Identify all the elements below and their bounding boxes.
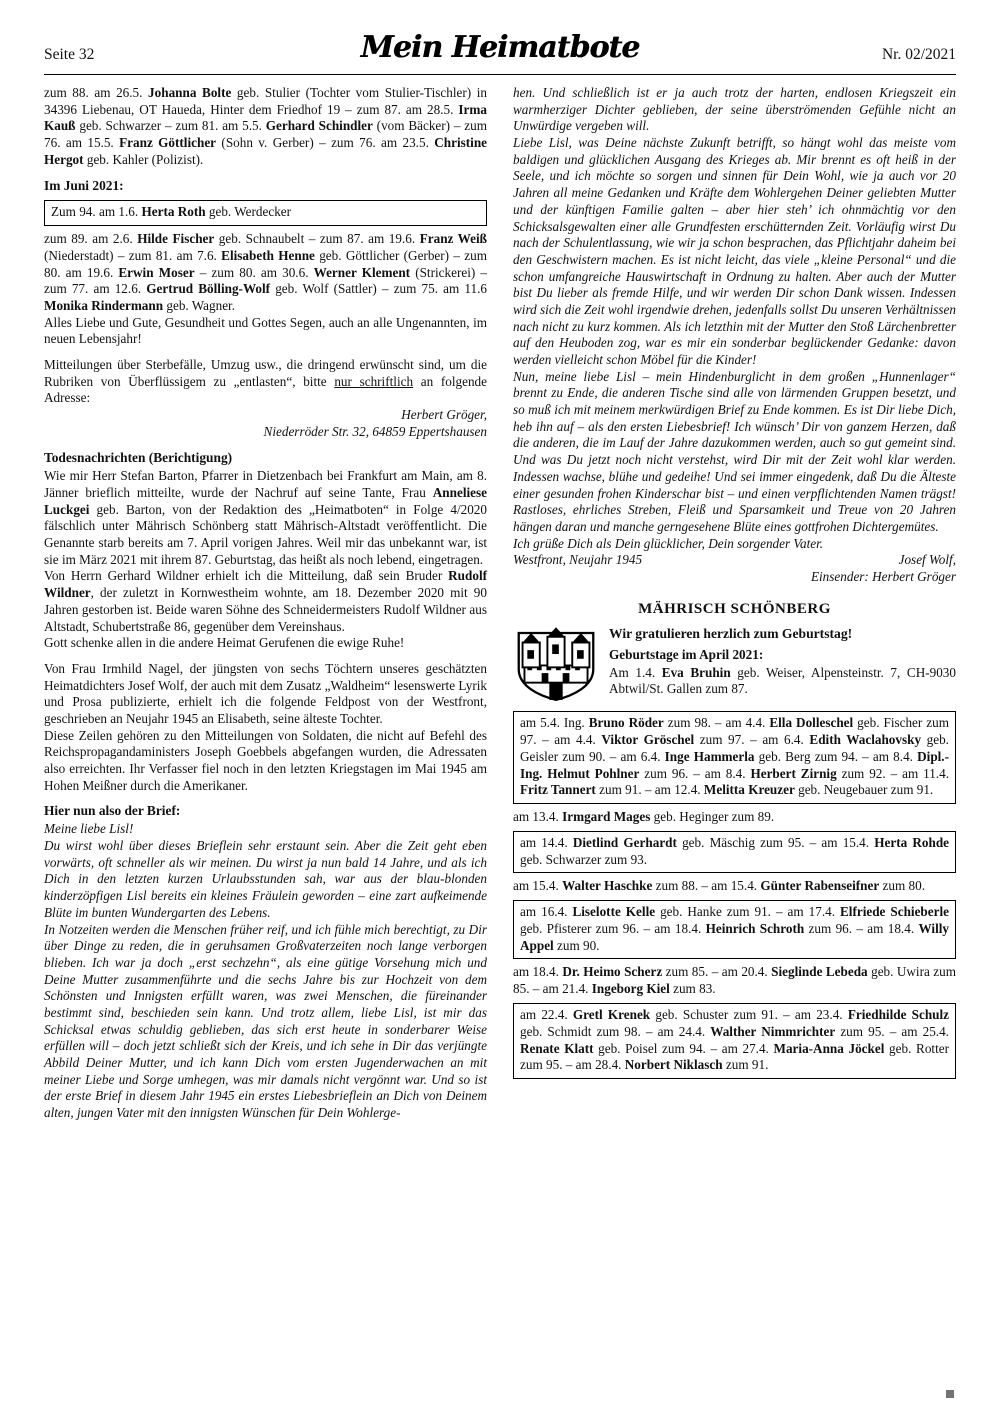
letter-heading: Hier nun also der Brief: (44, 803, 181, 819)
notice-addressee: Herbert Gröger, (401, 407, 487, 423)
birthday-entry: am 16.4. Liselotte Kelle geb. Hanke zum 91. – am 17.4. Elfriede Schieberle geb. Pfisterer zum 96. – am 18.4. Heinrich Schroth zum 96. – am 18.4. Willy Appel zum 90. (513, 900, 956, 959)
birthday-entry: am 15.4. Walter Haschke zum 88. – am 15.4. Günter Rabenseifner zum 80. (513, 878, 925, 894)
letter-closing: Ich grüße Dich als Dein glücklicher, Dein sorgender Vater. (513, 535, 824, 551)
birthdays-april-heading: Geburtstage im April 2021: (609, 646, 764, 662)
birthday-entry: am 22.4. Gretl Krenek geb. Schuster zum 91. – am 23.4. Friedhilde Schulz geb. Schmidt zum 98. – am 24.4. Walther Nimmrichter zum 95. – am 25.4. Renate Klatt geb. Poisel zum 94. – am 27.4. Maria-Anna Jöckel geb. Rotter zum 95. – am 28.4. Norbert Niklasch zum 91. (513, 1003, 956, 1079)
right-column (513, 85, 956, 1084)
section-title-maehrisch-schoenberg: MÄHRISCH SCHÖNBERG (638, 600, 831, 617)
letter-continuation-1: hen. Und schließlich ist er ja auch trotz der harten, endlosen Kriegszeit ein warmherziger Dichter geblieben, der seine überströmenden Gefühle nicht an Unwürdige vergeben will. (513, 85, 956, 134)
maehrisch-schoenberg-text (609, 625, 956, 699)
two-column-body (44, 85, 956, 1122)
june-featured-birthday: Zum 94. am 1.6. Herta Roth geb. Werdecker (44, 200, 487, 226)
letter-signature: Josef Wolf, (898, 552, 956, 568)
congratulations-line: Wir gratulieren herzlich zum Geburtstag! (609, 625, 853, 641)
birthday-entry: am 14.4. Dietlind Gerhardt geb. Mäschig zum 95. – am 15.4. Herta Rohde geb. Schwarzer zum 93. (513, 831, 956, 874)
june-birthday-list: zum 89. am 2.6. Hilde Fischer geb. Schnaubelt – zum 87. am 19.6. Franz Weiß (Niederstadt) – zum 81. am 7.6. Elisabeth Henne geb. Göttlicher (Gerber) – zum 80. am 19.6. Erwin Moser – zum 80. am 30.6. Werner Klement (Strickerei) – zum 77. am 12.6. Gertrud Bölling-Wolf geb. Wolf (Sattler) – zum 75. am 11.6 Monika Rindermann geb. Wagner. (44, 231, 487, 313)
letter-continuation-3: Nun, meine liebe Lisl – mein Hindenburglicht in dem großen „Hunnenlager“ brennt zu Ende, die anderen Tische sind alle von lärmenden Gruppen besetzt, und so muß ich mit meinem merkwürdigen Brief zu Ende kommen. Es ist Dir liebe Dich, heb ihn auf – als den ersten Liebesbrief! Ich wünsch’ Dir von ganzem Herzen, daß die anderen, die im Lauf der Jahre dazukommen werden, auch so gut gemeint sind. Und was Du jetzt noch nicht verstehst, wird Dir mit der Zeit wohl klar werden. Indessen wachse, blühe und gedeihe! Und sei immer eingedenk, daß Du die Älteste einer gesunden frohen Kinderschar bist – und einen verpflichtenden Namen trägst! Rastloses, ehrliches Streben, Fleiß und Sparsamkeit und Treue von 20 Jahren hängen daran und manche gerngesehene Blüte eines gottfrohen Dichtergemütes. (513, 368, 956, 534)
town-crest-icon (513, 625, 599, 707)
first-birthday-entry: Am 1.4. Eva Bruhin geb. Weiser, Alpensteinstr. 7, CH-9030 Abtwil/St. Gallen zum 87. (609, 664, 956, 697)
submission-notice: Mitteilungen über Sterbefälle, Umzug usw., die dringend erwünscht sind, um die Rubriken von Überflüssigem zu „entlasten“, bitte nur schriftlich an folgende Adresse: (44, 356, 488, 406)
birthday-entry: am 5.4. Ing. Bruno Röder zum 98. – am 4.4. Ella Dolleschel geb. Fischer zum 97. – am 4.4. Viktor Gröschel zum 97. – am 6.4. Edith Waclahovsky geb. Geisler zum 90. – am 6.4. Inge Hammerla geb. Berg zum 94. – am 8.4. Dipl.-Ing. Helmut Pohlner zum 96. – am 8.4. Herbert Zirnig zum 92. – am 11.4. Fritz Tannert zum 91. – am 12.4. Melitta Kreuzer geb. Neugebauer zum 91. (513, 711, 956, 804)
maehrisch-schoenberg-block (513, 625, 956, 707)
page-number: Seite 32 (44, 46, 95, 63)
issue-number: Nr. 02/2021 (881, 46, 956, 63)
obituary-paragraph-1: Wie mir Herr Stefan Barton, Pfarrer in Dietzenbach bei Frankfurt am Main, am 8. Jänner brieflich mitteilte, wurde der Nachruf auf seine Tante, Frau Anneliese Luckgei geb. Barton, von der Redaktion des „Heimatboten“ in Folge 4/2020 fälschlich unter Mährisch Schönberg statt Mährisch-Altstadt veröffentlicht. Die Genannte starb bereits am 7. April vorigen Jahres. Weil mir das unbekannt war, ist sie im März 2021 mit ihrem 87. Geburtstag, das heißt als noch lebend, eingetragen. (44, 468, 487, 567)
obituary-closing: Gott schenke allen in die andere Heimat Gerufenen die ewige Ruhe! (44, 635, 405, 651)
notice-address: Niederröder Str. 32, 64859 Eppertshausen (263, 423, 487, 439)
publication-logo: Mein Heimatbote (360, 30, 640, 65)
letter-salutation: Meine liebe Lisl! (44, 821, 134, 837)
birthday-entry: am 13.4. Irmgard Mages geb. Heginger zum 89. (513, 809, 775, 825)
letter-sender: Einsender: Herbert Gröger (810, 568, 956, 584)
letter-place-date: Westfront, Neujahr 1945 (513, 552, 643, 568)
birthday-entry: am 18.4. Dr. Heimo Scherz zum 85. – am 20.4. Sieglinde Lebeda geb. Uwira zum 85. – am 21.4. Ingeborg Kiel zum 83. (513, 964, 956, 997)
letter-signature-row (513, 552, 956, 569)
april-birthday-entries (513, 711, 956, 1079)
letter-continuation-2: Liebe Lisl, was Deine nächste Zukunft betrifft, so hängt wohl das meiste vom baldigen und glücklichen Ausgang des Krieges ab. Mir brennt es oft heiß in der Seele, und ich möchte so sorgen und sinnen für Dein Wohl, wie ja auch vor 20 Jahren all meine Gedanken und Kräfte dem Wohlergehen Deiner geliebten Mutter und der künftigen Familie galten – aber hier steh’ ich ohnmächtig vor den Schicksalsgewalten einer alle Grundfesten erschütternden Zeit. Vorläufig wirst Du nach der Schulentlassung, wie wir ja schon besprachen, das Pflichtjahr daheim bei den Geschwistern machen. Es ist nicht leicht, das viele „kleine Personal“ und die schon umfangreiche Hauswirtschaft in Ordnung zu halten. Aber auch der Mutter bist Du lieber als fremde Hilfe, und wir werden Dir schon Dank wissen. Indessen wird sich die Zeit wohl irgendwie drehen, jedenfalls sollst Du unseren Verhältnissen nach nicht zu kurz kommen. Als ich letzthin mit der Mutter den Stoß Lärchenbretter auf den Heuboden zog, war es mir ein sonderbar beglückender Gedanke: davon werden vielleicht schon Möbel für die Kinder! (513, 135, 956, 367)
letter-intro-2: Diese Zeilen gehören zu den Mitteilungen von Soldaten, die nicht auf Befehl des Reichspropagandaministers Joseph Goebbels abgefangen wurden, die Adressaten also erreichten. Ihr Verfasser fiel noch in den letzten Kriegstagen im Mai 1945 am Hohen Meißner durch die Amerikaner. (44, 727, 487, 793)
masthead (44, 28, 956, 75)
birthdays-may-continued: zum 88. am 26.5. Johanna Bolte geb. Stulier (Tochter vom Stulier-Tischler) in 34396 Liebenau, OT Haueda, Hinter dem Friedhof 19 – zum 87. am 28.5. Irma Kauß geb. Schwarzer – zum 81. am 5.5. Gerhard Schindler (vom Bäcker) – zum 76. am 15.5. Franz Göttlicher (Sohn v. Gerber) – zum 76. am 23.5. Christine Hergot geb. Kahler (Polizist). (44, 85, 488, 167)
obituary-heading: Todesnachrichten (Berichtigung) (44, 450, 233, 466)
print-registration-mark (946, 1390, 954, 1398)
june-heading: Im Juni 2021: (44, 178, 124, 194)
birthday-wishes: Alles Liebe und Gute, Gesundheit und Gottes Segen, auch an alle Ungenannten, im neuen Lebensjahr! (44, 314, 487, 347)
obituary-paragraph-2: Von Herrn Gerhard Wildner erhielt ich die Mitteilung, daß sein Bruder Rudolf Wildner, der zuletzt in Kornwestheim wohnte, am 18. Dezember 2020 mit 90 Jahren gestorben ist. Beide waren Söhne des Schneidermeisters Rudolf Wildner aus Altstadt, Schubertstraße 86, gegenüber dem Vereinshaus. (44, 568, 487, 634)
left-column (44, 85, 487, 1122)
letter-paragraph-2: In Notzeiten werden die Menschen früher reif, und ich fühle mich berechtigt, zu Dir über Dinge zu reden, die in geruhsamen Großvaterzeiten noch lange verborgen blieben. Ich war ja doch „erst sechzehn“, als eine gütige Vorsehung mich und Deine Mutter zusammenführte und die sechs Jahre bis zur Hochzeit von dem Schönsten und Innigsten erfüllt waren, was zwei Menschen, die füreinander bestimmt sind, beschieden sein kann. Und trotz allem, liebe Lisl, ist mir das Schicksal etwas schuldig geblieben, das sich erst heute in sonderbarer Weise erfüllen will – doch jetzt schließt sich der Kreis, und ich sehe in Dir das verjüngte Abbild Deiner Mutter, und ich kann Dich vom ersten Jugenderwachen an mit meiner Liebe und Sorge umhegen, was mir damals nicht vergönnt war. Und so ist der erste Brief in diesem Jahr 1945 ein erstes Liebesbrieflein an Dich von Deinem alten, jungen Vater mit den innigsten Wünschen für Dein Wohlerge- (44, 921, 487, 1121)
letter-intro-1: Von Frau Irmhild Nagel, der jüngsten von sechs Töchtern unseres geschätzten Heimatdichters Josef Wolf, der auch mit dem Zusatz „Waldheim“ lesenswerte Lyrik und Prosa publizierte, erhielt ich die folgende Feldpost von der Westfront, geschrieben an Neujahr 1945 an Elisabeth, seine älteste Tochter. (44, 660, 487, 726)
letter-paragraph-1: Du wirst wohl über dieses Brieflein sehr erstaunt sein. Aber die Zeit geht eben vorwärts, oft schneller als wir meinen. Du wirst ja nun bald 14 Jahre, und als ich Dich in den letzten kurzen Urlaubsstunden sah, war aus der blau-blonden kinderzöpfigen Lisl bereits ein kleines Fräulein geworden – eine zart aufkeimende Blüte im bunten Wundergarten des Lebens. (44, 838, 487, 920)
